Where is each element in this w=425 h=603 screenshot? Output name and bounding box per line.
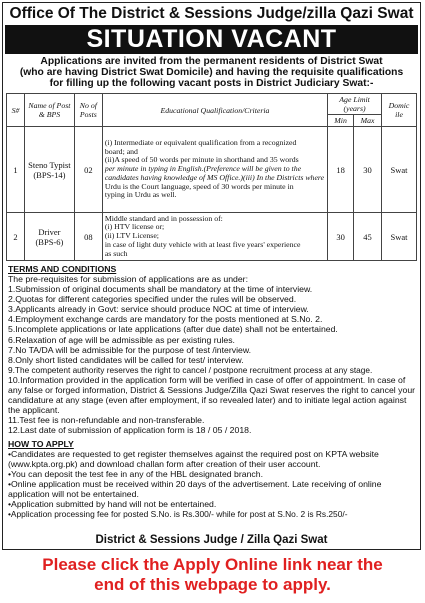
intro-line: (who are having District Swat Domicile) and having the requisite qualifications: [19, 67, 404, 78]
header-post: Name of Post & BPS: [24, 94, 74, 127]
qual-line: per minute in typing in English.(Preference will be given to the: [104, 164, 302, 174]
terms-item: 3.Applicants already in Govt: service should produce NOC at time of interview.: [8, 304, 309, 315]
how-to-apply: [8, 439, 416, 520]
cell-domicile: Swat: [382, 127, 417, 213]
cell-max-age: 30: [354, 127, 382, 213]
terms-heading: TERMS AND CONDITIONS: [8, 264, 117, 274]
header-min: Min: [328, 115, 354, 127]
qual-line: (i) Intermediate or equivalent qualification from a recognized: [104, 137, 297, 147]
cell-sno: 1: [7, 127, 25, 213]
table-header-row: [7, 94, 417, 115]
qual-line: (i) HTV license or;: [104, 222, 165, 232]
cell-post: Driver (BPS-6): [24, 213, 74, 261]
situation-vacant-banner: SITUATION VACANT: [5, 25, 418, 54]
header-max: Max: [354, 115, 382, 127]
header-qualification: Educational Qualification/Criteria: [102, 94, 327, 127]
vacancy-table: [6, 93, 417, 261]
job-advertisement: [2, 2, 421, 550]
qual-line: board; and: [104, 146, 138, 156]
cell-posts: 02: [74, 127, 102, 213]
cell-max-age: 45: [354, 213, 382, 261]
terms-item: 9.The competent authority reserves the right to cancel / postpone recruitment process at any stage.: [8, 364, 373, 375]
terms-item: 2.Quotas for different categories specified under the rules will be observed.: [8, 294, 297, 305]
apply-item: •Candidates are requested to get register themselves against the required post on KPTA website (www.kpta.org.pk) and download challan form after creation of their user account.: [8, 448, 379, 469]
terms-item: 10.Information provided in the application form will be verified in case of offer of appointment. In case of any false or forged information, District & Sessions Judge/Zilla Qazi Swat reserves the right to cancel your candidature at any stage (even after employment, if so revealed later) and to initiate legal action against the applicant.: [8, 374, 416, 416]
cell-qualification: [102, 127, 327, 213]
intro-line: for filling up the following vacant posts in District Judiciary Swat:-: [49, 78, 374, 89]
terms-item: 6.Relaxation of age will be admissible as per existing rules.: [8, 334, 235, 345]
cell-posts: 08: [74, 213, 102, 261]
qual-line: as such: [104, 248, 128, 258]
qual-line: candidates having knowledge of MS Office.)(iii) In the Districts where: [104, 172, 325, 182]
header-age-limit: Age Limit (years): [328, 94, 382, 115]
table-row: [7, 127, 417, 213]
notice-line: end of this webpage to apply.: [94, 575, 331, 594]
terms-item: 11.Test fee is non-refundable and non-transferable.: [8, 415, 205, 426]
terms-item: 8.Only short listed candidates will be called for test/ interview.: [8, 354, 244, 365]
terms-item: 1.Submission of original documents shall be mandatory at the time of interview.: [8, 284, 313, 295]
header-posts: No of Posts: [74, 94, 102, 127]
apply-item: •You can deposit the test fee in any of the HBL designated branch.: [8, 468, 263, 479]
cell-post: Steno Typist (BPS-14): [24, 127, 74, 213]
page: [2, 2, 423, 599]
office-heading: Office Of The District & Sessions Judge/zilla Qazi Swat: [9, 5, 414, 22]
cell-domicile: Swat: [382, 213, 417, 261]
cell-min-age: 18: [328, 127, 354, 213]
cell-qualification: [102, 213, 327, 261]
qual-line: (ii) LTV License;: [104, 231, 159, 241]
terms-item: 5.Incomplete applications or late applications (after due date) shall not be entertained.: [8, 324, 338, 335]
table-row: [7, 213, 417, 261]
intro-line: Applications are invited from the permanent residents of District Swat: [40, 56, 383, 67]
apply-online-notice: [2, 555, 423, 595]
terms-item: 4.Employment exchange cards are mandatory for the posts mentioned at S.No. 2.: [8, 314, 323, 325]
apply-item: •Application submitted by hand will not be entertained.: [8, 498, 217, 509]
header-domicile: Domic ile: [382, 94, 417, 127]
cell-sno: 2: [7, 213, 25, 261]
header-sno: S#: [7, 94, 25, 127]
qual-line: typing in Urdu as well.: [104, 190, 177, 200]
cell-min-age: 30: [328, 213, 354, 261]
signatory: District & Sessions Judge / Zilla Qazi Swat: [95, 534, 328, 546]
terms-item: 7.No TA/DA will be admissible for the purpose of test /interview.: [8, 344, 252, 355]
terms-item: 12.Last date of submission of application form is 18 / 05 / 2018.: [8, 425, 252, 436]
qual-line: in case of light duty vehicle with at least five years' experience: [104, 239, 301, 249]
qual-line: (ii)A speed of 50 words per minute in shorthand and 35 words: [104, 155, 299, 165]
apply-item: •Application processing fee for posted S.No. is Rs.300/- while for post at S.No. 2 is Rs.250/-: [8, 509, 348, 520]
terms-and-conditions: [8, 264, 416, 436]
apply-item: •Online application must be received within 20 days of the advertisement. Late receiving of online application will not be entertained.: [8, 478, 382, 499]
notice-line: Please click the Apply Online link near the: [42, 555, 383, 574]
qual-line: Urdu is the Court language, speed of 30 words per minute in: [104, 181, 294, 191]
intro-text: [3, 56, 420, 89]
qual-line: Middle standard and in possession of:: [104, 213, 223, 223]
terms-intro: The pre-requisites for submission of applications are as under:: [8, 274, 248, 284]
apply-heading: HOW TO APPLY: [8, 438, 74, 449]
